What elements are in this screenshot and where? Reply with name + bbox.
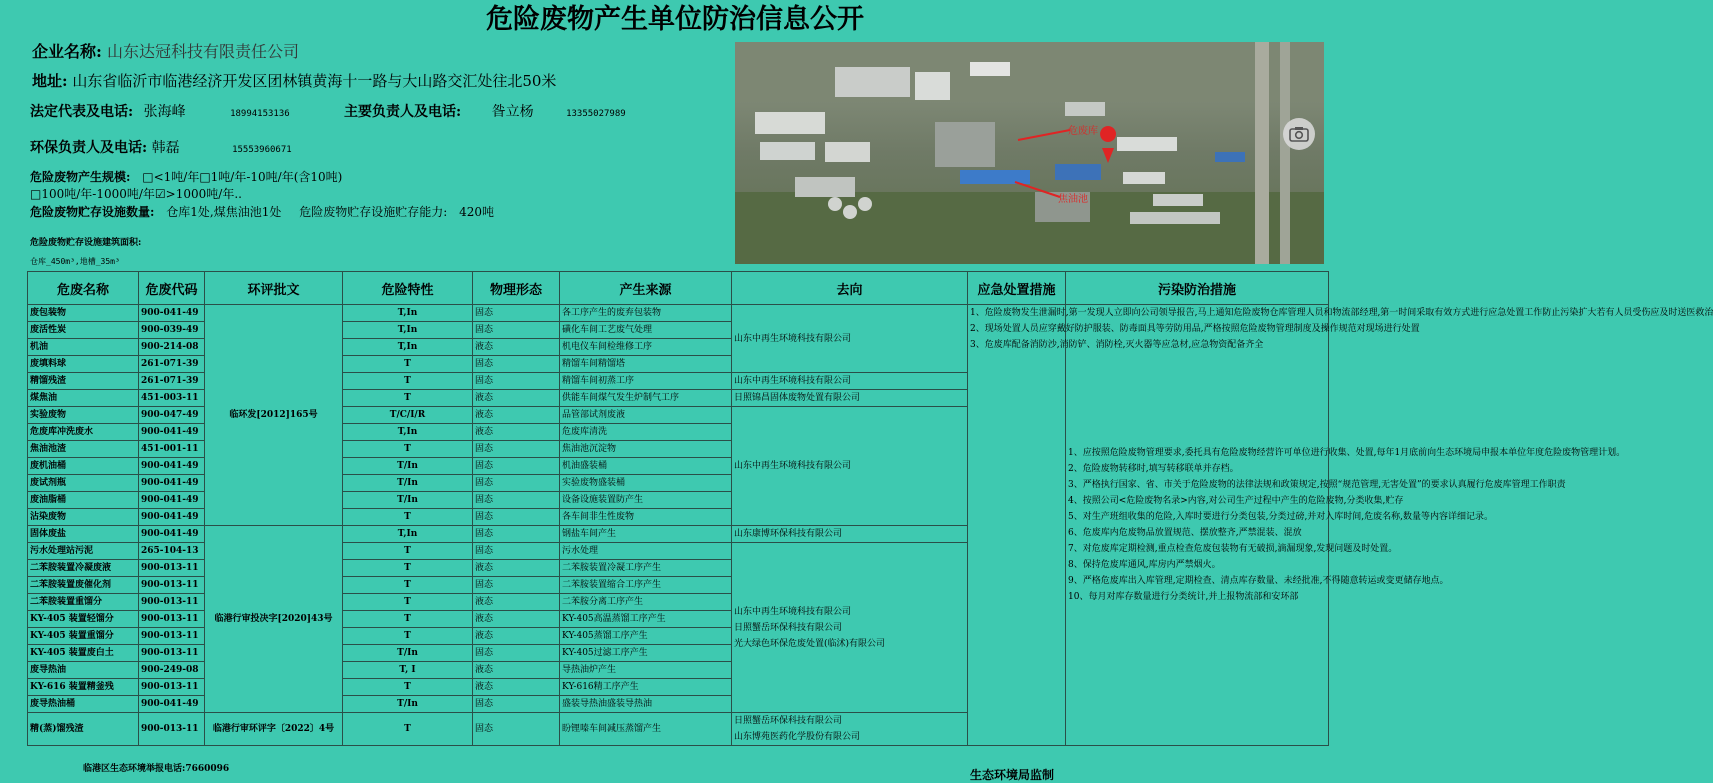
waste-source: 机油盛装桶: [560, 458, 732, 475]
waste-code: 451-001-11: [139, 441, 205, 458]
waste-source: 精馏车间精馏塔: [560, 356, 732, 373]
waste-source: 品管部试剂废液: [560, 407, 732, 424]
table-row: [28, 305, 1329, 322]
waste-code: 900-013-11: [139, 560, 205, 577]
destination-line: 山东中再生环境科技有限公司: [734, 333, 852, 344]
waste-source: 危废库清洗: [560, 424, 732, 441]
env-person-label: 环保负责人及电话:: [30, 140, 148, 156]
hazard-property: T: [343, 577, 473, 594]
waste-code: 900-041-49: [139, 696, 205, 713]
physical-form: 液态: [473, 390, 560, 407]
legal-rep-label: 法定代表及电话:: [30, 104, 134, 120]
waste-source: KY-616精工序产生: [560, 679, 732, 696]
waste-source: 各工序产生的废弃包装物: [560, 305, 732, 322]
waste-name: KY-405 装置重馏分: [28, 628, 139, 645]
destination-line: 光大绿色环保危废处置(临沭)有限公司: [734, 638, 886, 649]
header-emergency: 应急处置措施: [968, 272, 1066, 305]
hazard-property: T/In: [343, 696, 473, 713]
storage-capacity-label: 危险废物贮存设施贮存能力:: [299, 205, 448, 219]
hazard-property: T, I: [343, 662, 473, 679]
site-aerial-photo: [735, 42, 1324, 264]
approval-doc: 临港行审环评字〔2022〕4号: [205, 713, 343, 746]
destination: [732, 373, 968, 390]
warehouse-marker-label: 危废库: [1068, 126, 1098, 137]
hazard-property: T,In: [343, 322, 473, 339]
destination-line: 山东中再生环境科技有限公司: [734, 461, 852, 471]
header-destination: 去向: [732, 272, 968, 305]
hazard-property: T/In: [343, 475, 473, 492]
physical-form: 液态: [473, 407, 560, 424]
physical-form: 固态: [473, 322, 560, 339]
hazard-property: T: [343, 679, 473, 696]
waste-name: 废导热油桶: [28, 696, 139, 713]
waste-name: 废导热油: [28, 662, 139, 679]
hazard-property: T: [343, 390, 473, 407]
waste-name: KY-405 装置轻馏分: [28, 611, 139, 628]
address-label: 地址:: [32, 72, 68, 90]
waste-source: 设备设施装置防产生: [560, 492, 732, 509]
waste-name: KY-616 装置精釜残: [28, 679, 139, 696]
waste-name: 沾染废物: [28, 509, 139, 526]
table-header-row: [28, 272, 1329, 305]
waste-source: 导热油炉产生: [560, 662, 732, 679]
physical-form: 固态: [473, 356, 560, 373]
approval-doc: 临港行审投决字[2020]43号: [205, 526, 343, 713]
waste-name: 精馏残渣: [28, 373, 139, 390]
waste-name: 机油: [28, 339, 139, 356]
waste-source: 各车间非生性废物: [560, 509, 732, 526]
hazard-property: T: [343, 611, 473, 628]
waste-source: 供能车间煤气发生炉制气工序: [560, 390, 732, 407]
measure-item: 2、现场处置人员应穿戴好防护服装、防毒面具等劳防用品,严格按照危险废物管理制度及操作规范对现场进行处置: [970, 324, 1420, 334]
waste-name: 污水处理站污泥: [28, 543, 139, 560]
company-info: [32, 39, 299, 62]
area-value: 仓库_450m³,地槽_35m³: [30, 257, 120, 266]
report-phone: 临港区生态环境举报电话:7660096: [83, 764, 230, 774]
waste-code: 900-013-11: [139, 611, 205, 628]
header-form: 物理形态: [473, 272, 560, 305]
physical-form: 固态: [473, 305, 560, 322]
measure-item: 9、严格危废库出入库管理,定期检查、清点库存数量、未经批准,不得随意转运或变更储存地点。: [1068, 576, 1449, 586]
physical-form: 固态: [473, 577, 560, 594]
header-prevention: 污染防治措施: [1066, 272, 1329, 305]
aerial-photo-graphic: [735, 42, 1324, 264]
destination: [732, 526, 968, 543]
env-person-name: 韩磊: [151, 140, 180, 156]
hazard-property: T,In: [343, 305, 473, 322]
measure-item: 4、按照公司<危险废物名录>内容,对公司生产过程中产生的危险废物,分类收集,贮存: [1068, 496, 1404, 506]
waste-code: 900-013-11: [139, 713, 205, 746]
scale-line1: □<1吨/年□1吨/年-10吨/年(含10吨): [142, 170, 343, 184]
waste-source: KY-405蒸馏工序产生: [560, 628, 732, 645]
hazard-property: T: [343, 373, 473, 390]
hazard-property: T/In: [343, 458, 473, 475]
page-title: 危险废物产生单位防治信息公开: [486, 4, 864, 35]
header-hazard: 危险特性: [343, 272, 473, 305]
measure-item: 1、危险废物发生泄漏时,第一发现人立即向公司领导报告,马上通知危险废物仓库管理人员和物流部经理,第一时间采取有效方式进行应急处置工作防止污染扩大若有人员受伤应及时送医救治: [970, 308, 1713, 318]
destination-line: 日照蟹岳环保科技有限公司: [734, 622, 843, 633]
waste-code: 900-041-49: [139, 305, 205, 322]
storage-capacity: 420吨: [459, 205, 494, 219]
address-info: [32, 70, 556, 91]
hazard-property: T: [343, 560, 473, 577]
scale-info: [30, 169, 342, 203]
physical-form: 固态: [473, 373, 560, 390]
hazard-property: T: [343, 356, 473, 373]
waste-code: 900-047-49: [139, 407, 205, 424]
hazard-property: T: [343, 441, 473, 458]
waste-source: 二苯胺分离工序产生: [560, 594, 732, 611]
waste-source: 钢盐车间产生: [560, 526, 732, 543]
waste-name: 实验废物: [28, 407, 139, 424]
destination-line: 山东康博环保科技有限公司: [734, 529, 843, 539]
waste-name: 废油脂桶: [28, 492, 139, 509]
physical-form: 液态: [473, 339, 560, 356]
physical-form: 固态: [473, 441, 560, 458]
waste-code: 261-071-39: [139, 373, 205, 390]
main-person-info: [344, 101, 626, 121]
physical-form: 固态: [473, 526, 560, 543]
physical-form: 液态: [473, 628, 560, 645]
hazard-property: T,In: [343, 526, 473, 543]
main-person-name: 昝立杨: [491, 104, 534, 120]
waste-name: 危废库冲洗废水: [28, 424, 139, 441]
scale-line2: □100吨/年-1000吨/年☑>1000吨/年..: [30, 187, 242, 201]
waste-code: 900-041-49: [139, 424, 205, 441]
waste-name: 煤焦油: [28, 390, 139, 407]
legal-rep-info: [30, 101, 290, 121]
hazard-property: T: [343, 713, 473, 746]
destination-line: 山东中再生环境科技有限公司: [734, 606, 852, 617]
waste-name: KY-405 装置废白土: [28, 645, 139, 662]
storage-value: 仓库1处,煤焦油池1处: [166, 205, 282, 219]
waste-source: 盼锂嗪车间减压蒸馏产生: [560, 713, 732, 746]
waste-code: 900-041-49: [139, 492, 205, 509]
waste-source: 污水处理: [560, 543, 732, 560]
waste-source: 精馏车间初蒸工序: [560, 373, 732, 390]
waste-source: KY-405过滤工序产生: [560, 645, 732, 662]
hazard-property: T/C/I/R: [343, 407, 473, 424]
hazard-property: T,In: [343, 424, 473, 441]
header-source: 产生来源: [560, 272, 732, 305]
measure-item: 1、应按照危险废物管理要求,委托具有危险废物经营许可单位进行收集、处置,每年1月底前向生态环境局申报本单位年度危险废物管理计划。: [1068, 448, 1626, 458]
camera-icon[interactable]: [1283, 118, 1315, 150]
waste-name: 废试剂瓶: [28, 475, 139, 492]
physical-form: 固态: [473, 475, 560, 492]
waste-code: 900-041-49: [139, 509, 205, 526]
main-person-phone: 13355027989: [566, 109, 626, 119]
destination-line: 日照蟹岳环保科技有限公司: [734, 716, 843, 726]
waste-code: 900-013-11: [139, 645, 205, 662]
destination: [732, 713, 968, 746]
destination: [732, 407, 968, 526]
legal-rep-phone: 18994153136: [230, 109, 290, 119]
measure-item: 7、对危废库定期检测,重点检查危废包装物有无破损,滴漏现象,发现问题及时处置。: [1068, 544, 1398, 554]
waste-code: 900-214-08: [139, 339, 205, 356]
address-value: 山东省临沂市临港经济开发区团林镇黄海十一路与大山路交汇处往北50米: [72, 72, 557, 90]
destination-line: 日照锦昌固体废物处置有限公司: [734, 393, 861, 403]
physical-form: 液态: [473, 611, 560, 628]
hazard-property: T/In: [343, 645, 473, 662]
physical-form: 液态: [473, 594, 560, 611]
supervisor-label: 生态环境局监制: [970, 768, 1055, 782]
waste-name: 焦油池渣: [28, 441, 139, 458]
company-label: 企业名称:: [32, 42, 102, 61]
hazard-property: T: [343, 509, 473, 526]
physical-form: 固态: [473, 492, 560, 509]
hazard-property: T/In: [343, 492, 473, 509]
physical-form: 固态: [473, 713, 560, 746]
legal-rep-name: 张海峰: [143, 104, 186, 120]
approval-doc: 临环发[2012]165号: [205, 305, 343, 526]
hazard-property: T,In: [343, 339, 473, 356]
physical-form: 固态: [473, 696, 560, 713]
waste-name: 废填料球: [28, 356, 139, 373]
waste-code: 900-013-11: [139, 594, 205, 611]
waste-code: 451-003-11: [139, 390, 205, 407]
storage-label: 危险废物贮存设施数量:: [30, 205, 155, 219]
waste-table: [27, 271, 1713, 746]
waste-code: 261-071-39: [139, 356, 205, 373]
destination-line: 山东中再生环境科技有限公司: [734, 376, 852, 386]
waste-name: 二苯胺装置冷凝废液: [28, 560, 139, 577]
storage-info: [30, 203, 494, 220]
waste-source: 磺化车间工艺废气处理: [560, 322, 732, 339]
physical-form: 液态: [473, 679, 560, 696]
physical-form: 固态: [473, 543, 560, 560]
waste-code: 900-041-49: [139, 475, 205, 492]
waste-name: 废包装物: [28, 305, 139, 322]
hazard-property: T: [343, 543, 473, 560]
physical-form: 固态: [473, 645, 560, 662]
header-code: 危废代码: [139, 272, 205, 305]
main-person-label: 主要负责人及电话:: [344, 104, 462, 120]
physical-form: 液态: [473, 662, 560, 679]
measure-item: 8、保持危废库通风,库房内严禁烟火。: [1068, 560, 1221, 570]
measure-item: 5、对生产班组收集的危险,入库时要进行分类包装,分类过磅,并对入库时间,危废名称,数量等内容详细记录。: [1068, 512, 1494, 522]
waste-name: 固体废盐: [28, 526, 139, 543]
waste-source: 机电仪车间检维修工序: [560, 339, 732, 356]
waste-source: 实验废物盛装桶: [560, 475, 732, 492]
waste-name: 二苯胺装置重馏分: [28, 594, 139, 611]
measure-item: 3、严格执行国家、省、市关于危险废物的法律法规和政策规定,按照“规范管理,无害处置”的要求认真履行危废库管理工作职责: [1068, 480, 1566, 490]
area-label: 危险废物贮存设施建筑面积:: [30, 238, 142, 248]
physical-form: 固态: [473, 509, 560, 526]
destination: [732, 305, 968, 373]
env-person-phone: 15553960671: [232, 145, 292, 155]
waste-source: 二苯胺装置冷凝工序产生: [560, 560, 732, 577]
waste-name: 二苯胺装置废催化剂: [28, 577, 139, 594]
measure-item: 3、危废库配备消防沙,消防铲、消防栓,灭火器等应急材,应急物资配备齐全: [970, 340, 1264, 350]
waste-code: 900-039-49: [139, 322, 205, 339]
waste-code: 900-041-49: [139, 526, 205, 543]
location-pin-icon: [1102, 148, 1114, 163]
waste-source: 二苯胺装置缩合工序产生: [560, 577, 732, 594]
waste-name: 精(蒸)馏残渣: [28, 713, 139, 746]
measure-item: 10、每月对库存数量进行分类统计,并上报物流部和安环部: [1068, 592, 1299, 602]
waste-code: 900-249-08: [139, 662, 205, 679]
pool-marker-label: 焦油池: [1058, 194, 1088, 205]
waste-source: KY-405高温蒸馏工序产生: [560, 611, 732, 628]
destination-line: 山东博苑医药化学股份有限公司: [734, 732, 861, 742]
physical-form: 固态: [473, 458, 560, 475]
waste-source: 盛装导热油盛装导热油: [560, 696, 732, 713]
waste-code: 900-013-11: [139, 628, 205, 645]
physical-form: 液态: [473, 424, 560, 441]
waste-name: 废活性炭: [28, 322, 139, 339]
waste-code: 265-104-13: [139, 543, 205, 560]
waste-code: 900-013-11: [139, 679, 205, 696]
hazard-property: T: [343, 628, 473, 645]
waste-source: 焦油池沉淀物: [560, 441, 732, 458]
destination: [732, 390, 968, 407]
scale-label: 危险废物产生规模:: [30, 170, 131, 184]
waste-code: 900-013-11: [139, 577, 205, 594]
hazard-property: T: [343, 594, 473, 611]
destination: [732, 543, 968, 713]
measure-item: 2、危险废物转移时,填写转移联单并存档。: [1068, 464, 1239, 474]
measure-item: 6、危废库内危废物品放置规范、摆放整齐,严禁混装、混放: [1068, 528, 1302, 538]
header-name: 危废名称: [28, 272, 139, 305]
header-approval: 环评批文: [205, 272, 343, 305]
waste-code: 900-041-49: [139, 458, 205, 475]
waste-name: 废机油桶: [28, 458, 139, 475]
env-person-info: [30, 137, 292, 157]
company-name: 山东达冠科技有限责任公司: [107, 42, 300, 61]
physical-form: 液态: [473, 560, 560, 577]
